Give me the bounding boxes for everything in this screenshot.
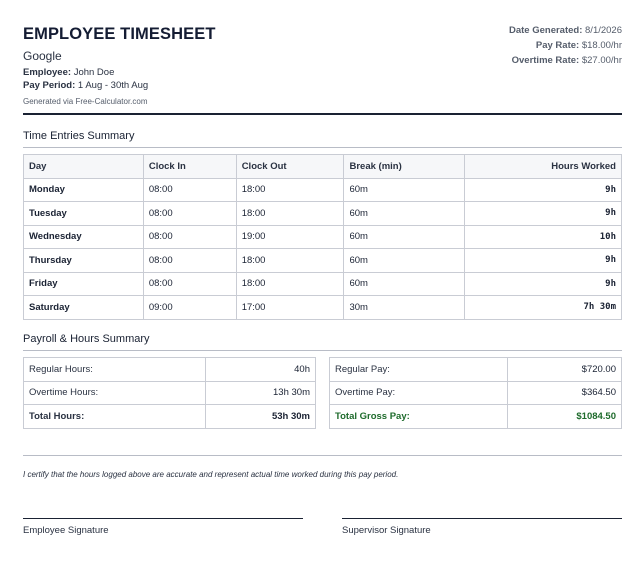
overtime-rate-line <box>509 53 622 68</box>
pay-rate-line <box>509 38 622 53</box>
total-gross-pay-value: $1084.50 <box>508 405 622 429</box>
page-title: EMPLOYEE TIMESHEET <box>23 25 216 43</box>
cell-day: Saturday <box>24 296 144 320</box>
cell-day: Thursday <box>24 249 144 273</box>
cell-day: Friday <box>24 272 144 296</box>
pay-period-line <box>23 80 216 92</box>
pay-rate-value: $18.00/hr <box>581 40 622 51</box>
table-row <box>24 225 622 249</box>
date-generated-value: 8/1/2026 <box>585 25 622 36</box>
cell-clock-out: 17:00 <box>236 296 344 320</box>
cell-clock-out: 18:00 <box>236 249 344 273</box>
cell-day: Tuesday <box>24 202 144 226</box>
table-row <box>24 202 622 226</box>
col-clock-out: Clock Out <box>236 155 344 179</box>
generated-via: Generated via Free-Calculator.com <box>23 96 148 106</box>
cell-clock-in: 09:00 <box>143 296 236 320</box>
cell-clock-in: 08:00 <box>143 225 236 249</box>
cell-break: 60m <box>344 178 465 202</box>
cell-break: 30m <box>344 296 465 320</box>
cell-clock-out: 18:00 <box>236 202 344 226</box>
table-header-row <box>24 155 622 179</box>
cell-hours: 7h 30m <box>465 296 622 320</box>
regular-pay-value: $720.00 <box>508 358 622 382</box>
overtime-pay-row <box>330 381 622 405</box>
cell-clock-out: 19:00 <box>236 225 344 249</box>
cell-clock-out: 18:00 <box>236 178 344 202</box>
entries-section-rule <box>23 147 622 148</box>
timesheet-page <box>23 0 622 567</box>
col-clock-in: Clock In <box>143 155 236 179</box>
col-hours-worked: Hours Worked <box>465 155 622 179</box>
table-row <box>24 296 622 320</box>
overtime-hours-label: Overtime Hours: <box>24 381 206 405</box>
company-name: Google <box>23 49 62 63</box>
pay-period-value: 1 Aug - 30th Aug <box>77 79 149 91</box>
overtime-rate-label: Overtime Rate: <box>511 55 580 66</box>
cell-break: 60m <box>344 272 465 296</box>
pay-summary-table <box>329 357 622 429</box>
employee-signature-label: Employee Signature <box>23 525 109 536</box>
cell-hours: 9h <box>465 178 622 202</box>
employee-line <box>23 67 216 79</box>
date-generated-label: Date Generated: <box>508 25 583 36</box>
regular-pay-label: Regular Pay: <box>330 358 508 382</box>
summary-section-title: Payroll & Hours Summary <box>23 333 150 345</box>
certification-text: I certify that the hours logged above are accurate and represent actual time worked during this pay period. <box>23 470 399 479</box>
regular-hours-value: 40h <box>206 358 316 382</box>
supervisor-signature-label: Supervisor Signature <box>342 525 431 536</box>
employee-label: Employee: <box>23 67 72 78</box>
cell-hours: 9h <box>465 272 622 296</box>
cell-break: 60m <box>344 225 465 249</box>
date-generated-line <box>509 23 622 38</box>
pay-period-label: Pay Period: <box>23 79 76 91</box>
table-row <box>24 249 622 273</box>
regular-hours-label: Regular Hours: <box>24 358 206 382</box>
total-gross-pay-row <box>330 405 622 429</box>
cell-hours: 9h <box>465 202 622 226</box>
overtime-hours-value: 13h 30m <box>206 381 316 405</box>
footer-divider <box>23 455 622 456</box>
regular-hours-row <box>24 358 316 382</box>
cell-clock-in: 08:00 <box>143 202 236 226</box>
cell-clock-in: 08:00 <box>143 249 236 273</box>
cell-clock-in: 08:00 <box>143 272 236 296</box>
time-entries-table <box>23 154 622 320</box>
total-hours-row <box>24 405 316 429</box>
cell-break: 60m <box>344 202 465 226</box>
summary-section-rule <box>23 350 622 351</box>
header-divider <box>23 113 622 115</box>
cell-clock-out: 18:00 <box>236 272 344 296</box>
pay-rate-label: Pay Rate: <box>535 40 580 51</box>
hours-summary-table <box>23 357 316 429</box>
supervisor-signature-line <box>342 518 622 519</box>
header-left <box>23 25 216 106</box>
cell-hours: 9h <box>465 249 622 273</box>
regular-pay-row <box>330 358 622 382</box>
table-row <box>24 272 622 296</box>
employee-signature-line <box>23 518 303 519</box>
entries-section-title: Time Entries Summary <box>23 130 135 142</box>
table-row <box>24 178 622 202</box>
total-hours-label: Total Hours: <box>24 405 206 429</box>
overtime-hours-row <box>24 381 316 405</box>
cell-clock-in: 08:00 <box>143 178 236 202</box>
overtime-rate-value: $27.00/hr <box>581 55 622 66</box>
total-hours-value: 53h 30m <box>206 405 316 429</box>
cell-break: 60m <box>344 249 465 273</box>
cell-day: Wednesday <box>24 225 144 249</box>
employee-name: John Doe <box>73 67 115 78</box>
col-break: Break (min) <box>344 155 465 179</box>
cell-hours: 10h <box>465 225 622 249</box>
cell-day: Monday <box>24 178 144 202</box>
overtime-pay-value: $364.50 <box>508 381 622 405</box>
col-day: Day <box>24 155 144 179</box>
header-right <box>509 23 622 68</box>
total-gross-pay-label: Total Gross Pay: <box>330 405 508 429</box>
overtime-pay-label: Overtime Pay: <box>330 381 508 405</box>
